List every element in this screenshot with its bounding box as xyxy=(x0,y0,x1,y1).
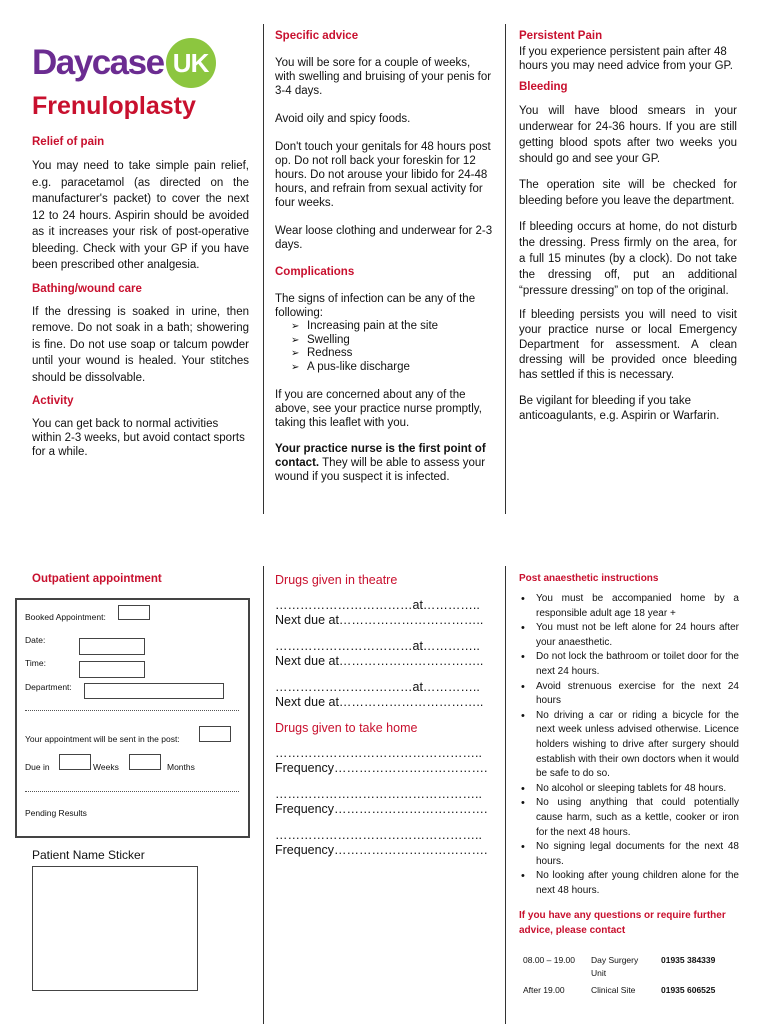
concerned-text: If you are concerned about any of the above, see your practice nurse promptly, taking this leaflet with you. xyxy=(275,389,482,429)
theatre-line: ……………………………at………….. xyxy=(275,639,480,653)
divider-1 xyxy=(263,24,264,514)
activity-text: You can get back to normal activities within 2-3 weeks, but avoid contact sports for a while. xyxy=(32,418,245,458)
list-item: • You must not be left alone for 24 hours after your anaesthetic. xyxy=(519,621,739,650)
next-due: Next due at…………………………….. xyxy=(275,654,484,668)
sticker-box xyxy=(32,866,198,991)
page-title: Frenuloplasty xyxy=(32,92,196,120)
persistent-text: If you experience persistent pain after 48 hours you may need advice from your GP. xyxy=(519,46,733,72)
divider xyxy=(25,710,239,711)
date-field[interactable] xyxy=(79,638,145,655)
contact-phone: 01935 606525 xyxy=(661,985,716,996)
contact-place: Day Surgery Unit xyxy=(591,955,639,979)
contact-place: Clinical Site xyxy=(591,985,636,996)
post-label: Your appointment will be sent in the post: xyxy=(25,734,180,744)
contact-time: After 19.00 xyxy=(523,985,565,996)
appointment-form xyxy=(15,598,250,838)
theatre-line: ……………………………at………….. xyxy=(275,680,480,694)
bleeding-p4: If bleeding persists you will need to visit your practice nurse or local Emergency Department for assessment. A clean dressing will be provided once bleeding has settled if this is necessary. xyxy=(519,309,737,381)
weeks-label: Weeks xyxy=(93,762,119,772)
specific-p3: Don't touch your genitals for 48 hours post op. Do not roll back your foreskin for 12 hours. Do not arouse your libido for 24-48 hours, and refrain from sexual activity for four weeks. xyxy=(275,141,491,209)
logo xyxy=(32,38,216,88)
frequency: Frequency………………………………. xyxy=(275,761,488,775)
specific-p4: Wear loose clothing and underwear for 2-3 days. xyxy=(275,225,493,251)
column-3 xyxy=(519,30,737,424)
months-field[interactable] xyxy=(129,754,161,770)
list-item: • Avoid strenuous exercise for the next 24 hours xyxy=(519,680,739,709)
complications-list xyxy=(275,320,493,374)
anaesthetic-list xyxy=(519,592,739,898)
list-item: ➢ Increasing pain at the site xyxy=(291,320,493,334)
theatre-heading: Drugs given in theatre xyxy=(275,573,398,587)
list-item: • You must be accompanied home by a responsible adult age 18 year + xyxy=(519,592,739,621)
logo-text: Daycase xyxy=(32,43,164,82)
time-label: Time: xyxy=(25,658,46,668)
divider-4 xyxy=(505,566,506,1024)
anaesthetic-section xyxy=(519,573,739,1001)
date-label: Date: xyxy=(25,635,46,645)
contacts-table xyxy=(523,954,723,1001)
contact-time: 08.00 – 19.00 xyxy=(523,955,575,966)
weeks-field[interactable] xyxy=(59,754,91,770)
column-2 xyxy=(275,30,493,484)
frequency: Frequency………………………………. xyxy=(275,843,488,857)
specific-heading: Specific advice xyxy=(275,30,359,42)
list-item: • No signing legal documents for the next 48 hours. xyxy=(519,840,739,869)
nurse-bold: Your practice nurse is the first point of contact. xyxy=(275,443,486,469)
list-item: • No driving a car or riding a bicycle for the next week unless advised otherwise. Licence holders wishing to drive after surgery should establish with their own doctors when it would be safe to do so. xyxy=(519,709,739,782)
list-item: • No alcohol or sleeping tablets for 48 hours. xyxy=(519,782,739,797)
logo-badge: UK xyxy=(166,38,216,88)
list-item: ➢ Swelling xyxy=(291,334,493,348)
relief-heading: Relief of pain xyxy=(32,136,105,148)
due-in-label: Due in xyxy=(25,762,50,772)
complications-heading: Complications xyxy=(275,266,355,278)
nurse-rest: They will be able to assess your wound if you suspect it is infected. xyxy=(275,457,486,483)
column-1 xyxy=(32,136,249,459)
questions-text: If you have any questions or require further advice, please contact xyxy=(519,910,726,937)
nurse-text xyxy=(275,442,493,484)
bleeding-p5: Be vigilant for bleeding if you take anticoagulants, e.g. Aspirin or Warfarin. xyxy=(519,395,720,422)
list-item: ➢ A pus-like discharge xyxy=(291,361,493,375)
home-line: ………………………………………….. xyxy=(275,746,482,760)
activity-heading: Activity xyxy=(32,395,74,407)
theatre-line: ……………………………at………….. xyxy=(275,598,480,612)
booked-label: Booked Appointment: xyxy=(25,612,106,622)
next-due: Next due at…………………………….. xyxy=(275,613,484,627)
bleeding-p3: If bleeding occurs at home, do not disturb the dressing. Press firmly on the area, for a full 15 minutes (by a clock). Do not take the dressing off, put an additional “pressure dressing” on top of the original. xyxy=(519,221,737,297)
divider xyxy=(25,791,239,792)
bleeding-heading: Bleeding xyxy=(519,81,568,93)
frequency: Frequency………………………………. xyxy=(275,802,488,816)
department-label: Department: xyxy=(25,682,72,692)
bleeding-p1: You will have blood smears in your underwear for 24-36 hours. If you are still getting blood spots after two weeks you should go and see your GP. xyxy=(519,105,737,165)
outpatient-heading: Outpatient appointment xyxy=(32,573,162,585)
home-line: ………………………………………….. xyxy=(275,828,482,842)
home-line: ………………………………………….. xyxy=(275,787,482,801)
specific-p1: You will be sore for a couple of weeks, with swelling and bruising of your penis for 3-4 days. xyxy=(275,57,492,97)
table-row xyxy=(523,954,723,984)
department-field[interactable] xyxy=(84,683,224,699)
contact-phone: 01935 384339 xyxy=(661,955,716,966)
post-checkbox[interactable] xyxy=(199,726,231,742)
specific-p2: Avoid oily and spicy foods. xyxy=(275,113,411,125)
list-item: • No looking after young children alone for the next 48 hours. xyxy=(519,869,739,898)
divider-3 xyxy=(263,566,264,1024)
relief-text: You may need to take simple pain relief, e.g. paracetamol (as directed on the manufacturer's packet) to cover the next 12 to 24 hours. Aspirin should be avoided as it increases your risk of post-operative bleeding. Check with your GP if you have been prescribed other analgesia. xyxy=(32,160,249,271)
list-item: ➢ Redness xyxy=(291,347,493,361)
time-field[interactable] xyxy=(79,661,145,678)
bathing-text: If the dressing is soaked in urine, then remove. Do not soak in a bath; showering is fine. Do not use soap or talcum powder until your wound is healed. Your stitches should be dissolvable. xyxy=(32,305,249,384)
pending-label: Pending Results xyxy=(25,808,87,818)
booked-checkbox[interactable] xyxy=(118,605,150,620)
drugs-section xyxy=(275,573,500,857)
bleeding-p2: The operation site will be checked for bleeding before you leave the department. xyxy=(519,179,737,207)
divider-2 xyxy=(505,24,506,514)
next-due: Next due at…………………………….. xyxy=(275,695,484,709)
anaesthetic-heading: Post anaesthetic instructions xyxy=(519,573,659,584)
sticker-label: Patient Name Sticker xyxy=(32,848,145,862)
list-item: • No using anything that could potentially cause harm, such as a kettle, cooker or iron for the next 48 hours. xyxy=(519,796,739,840)
persistent-heading: Persistent Pain xyxy=(519,30,603,42)
bathing-heading: Bathing/wound care xyxy=(32,282,142,295)
list-item: • Do not lock the bathroom or toilet door for the next 24 hours. xyxy=(519,650,739,679)
complications-intro: The signs of infection can be any of the following: xyxy=(275,293,476,319)
table-row xyxy=(523,984,723,1001)
months-label: Months xyxy=(167,762,195,772)
home-heading: Drugs given to take home xyxy=(275,721,418,735)
